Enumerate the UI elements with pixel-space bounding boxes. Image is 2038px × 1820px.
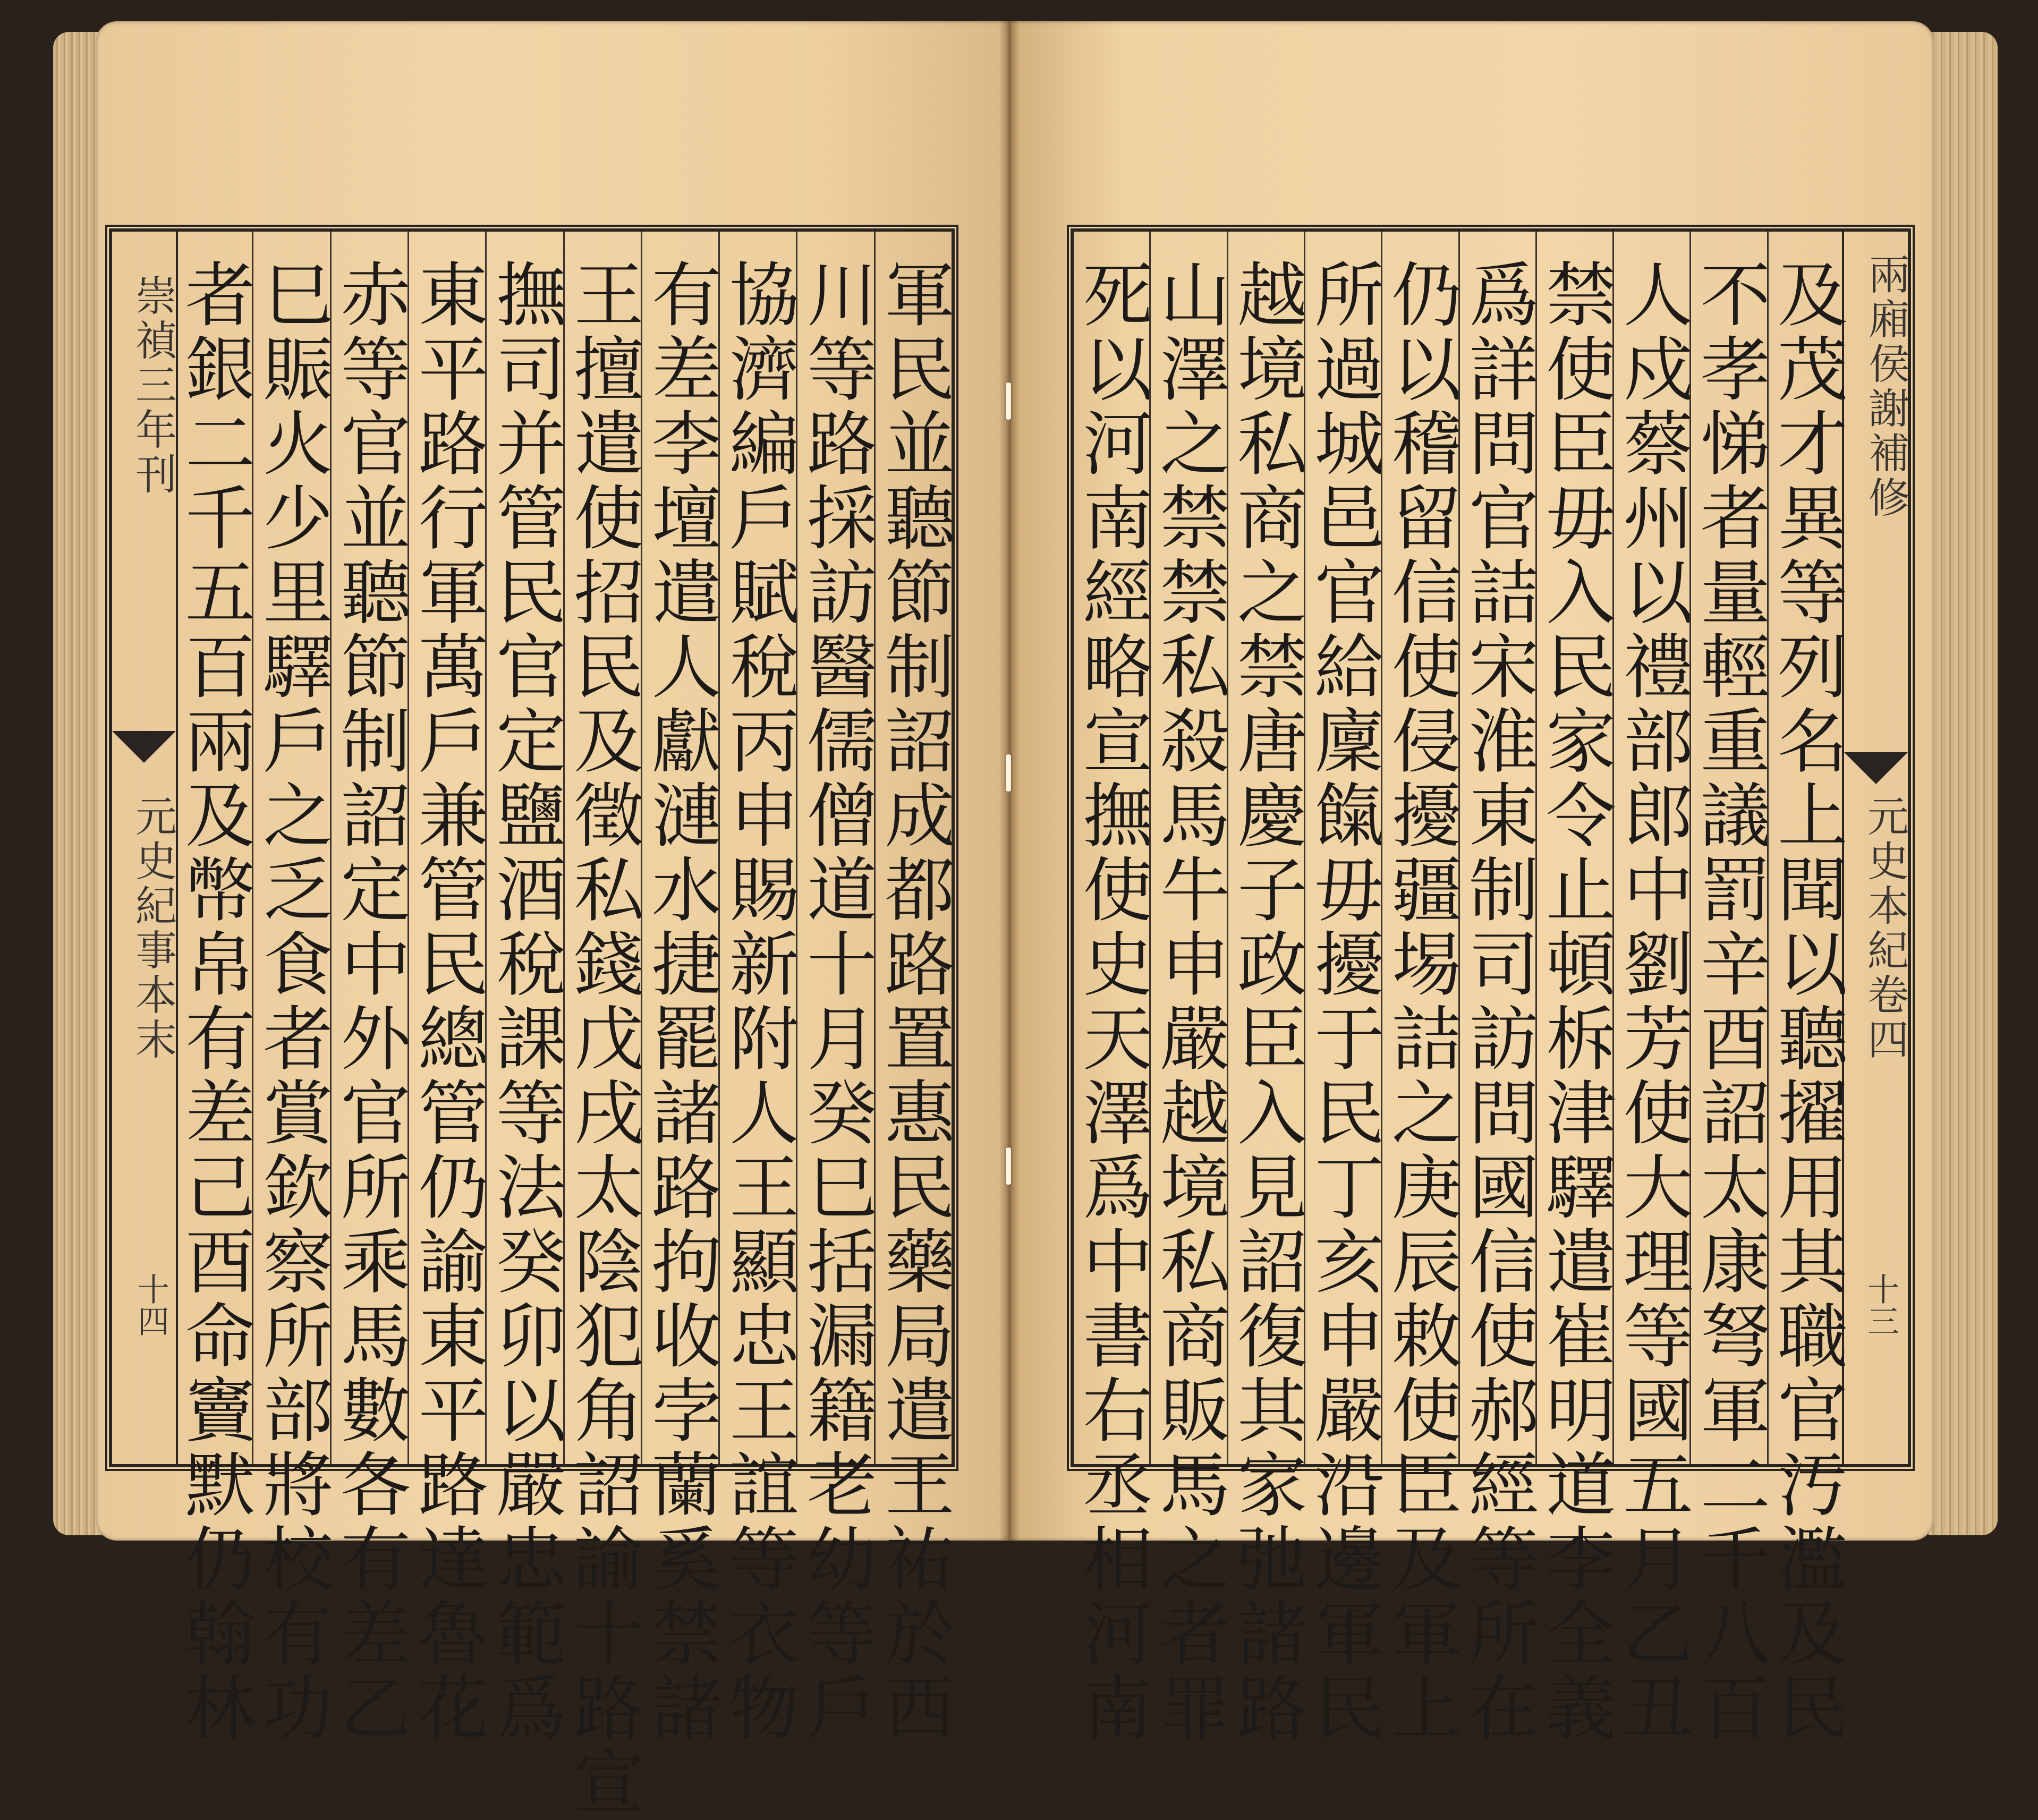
column-text: 協濟編戶賦稅丙申賜新附人王顯忠王誼等衣物 xyxy=(717,258,799,1746)
left-margin-book-title: 元史紀事本末 xyxy=(129,795,176,1062)
column-text: 軍民並聽節制詔成都路置惠民藥局遣王祐於西 xyxy=(872,258,955,1746)
fish-tail-mark xyxy=(1844,752,1908,784)
text-column xyxy=(872,232,955,1746)
column-text: 越境私商之禁唐慶子政臣入見詔復其家弛諸路 xyxy=(1225,258,1307,1746)
column-text: 死以河南經略宣撫使史天澤爲中書右丞相河南 xyxy=(1071,258,1153,1746)
column-text: 東平路行軍萬戶兼管民總管仍諭東平路達魯花 xyxy=(406,258,488,1746)
column-text: 人戍蔡州以禮部郎中劉芳使大理等國五月乙丑 xyxy=(1611,258,1693,1746)
text-column xyxy=(562,232,644,1820)
text-column xyxy=(1765,232,1847,1746)
left-margin-title: 崇禎三年刊 xyxy=(129,274,176,497)
text-column xyxy=(1611,232,1693,1746)
left-margin-column xyxy=(112,232,178,1464)
column-text: 及茂才異等列名上聞以聽擢用其職官汚濫及民 xyxy=(1765,258,1847,1746)
text-column xyxy=(173,232,255,1746)
text-column xyxy=(1225,232,1307,1746)
text-column xyxy=(1688,232,1770,1746)
left-leaf-number: 十四 xyxy=(132,1273,169,1337)
text-column xyxy=(639,232,721,1746)
right-leaf-number: 十三 xyxy=(1862,1273,1899,1337)
text-column xyxy=(717,232,799,1746)
fish-tail-mark xyxy=(112,731,176,763)
column-text: 有差李壇遣人獻漣水捷罷諸路拘收孛蘭奚禁諸 xyxy=(639,258,721,1746)
text-column xyxy=(1302,232,1385,1746)
text-column xyxy=(1533,232,1616,1746)
left-text-frame xyxy=(109,228,955,1820)
column-text: 王擅遣使招民及徵私錢戊戌太陰犯角詔諭十路宣 xyxy=(562,258,644,1820)
column-text: 川等路採訪醫儒僧道十月癸巳括漏籍老幼等戶 xyxy=(795,258,877,1746)
right-text-frame xyxy=(1071,228,1911,1746)
text-column xyxy=(1379,232,1462,1746)
text-column xyxy=(328,232,411,1746)
column-text: 不孝悌者量輕重議罰辛酉詔太康弩軍二千八百 xyxy=(1688,258,1770,1746)
column-text: 仍以稽留信使侵擾疆埸詰之庚辰敕使臣及軍上 xyxy=(1379,258,1462,1746)
column-text: 禁使臣毋入民家令止頓柝津驛遣崔明道李全義 xyxy=(1533,258,1616,1746)
column-text: 爲詳問官詰宋淮東制司訪問國信使郝經等所在 xyxy=(1456,258,1539,1746)
right-margin-column xyxy=(1842,232,1908,1464)
column-text: 者銀二千五百兩及幣帛有差己酉命竇默仍翰林 xyxy=(173,258,255,1746)
column-text: 所過城邑官給廩餼毋擾于民丁亥申嚴沿邊軍民 xyxy=(1302,258,1385,1746)
column-text: 巳賑火少里驛戶之乏食者賞欽察所部將校有功 xyxy=(250,258,333,1746)
column-text: 撫司并管民官定鹽酒稅課等法癸卯以嚴忠範爲 xyxy=(483,258,566,1746)
right-text-columns xyxy=(1071,232,1847,1746)
text-column xyxy=(1071,232,1153,1746)
binding-thread xyxy=(1006,754,1011,792)
column-text: 赤等官並聽節制詔定中外官所乘馬數各有差乙 xyxy=(328,258,411,1746)
text-column xyxy=(250,232,333,1746)
binding-thread xyxy=(1006,1147,1011,1185)
text-column xyxy=(483,232,566,1746)
text-column xyxy=(1148,232,1230,1746)
right-margin-title: 兩廂侯謝補修 xyxy=(1862,253,1909,521)
text-column xyxy=(1456,232,1539,1746)
right-page-edges xyxy=(1929,32,1998,1535)
column-text: 山澤之禁禁私殺馬牛申嚴越境私商販馬之者罪 xyxy=(1148,258,1230,1746)
text-column xyxy=(406,232,488,1746)
binding-thread xyxy=(1006,382,1011,420)
text-column xyxy=(795,232,877,1746)
right-margin-book-title: 元史本紀卷四 xyxy=(1861,795,1908,1062)
left-text-columns xyxy=(173,232,955,1820)
